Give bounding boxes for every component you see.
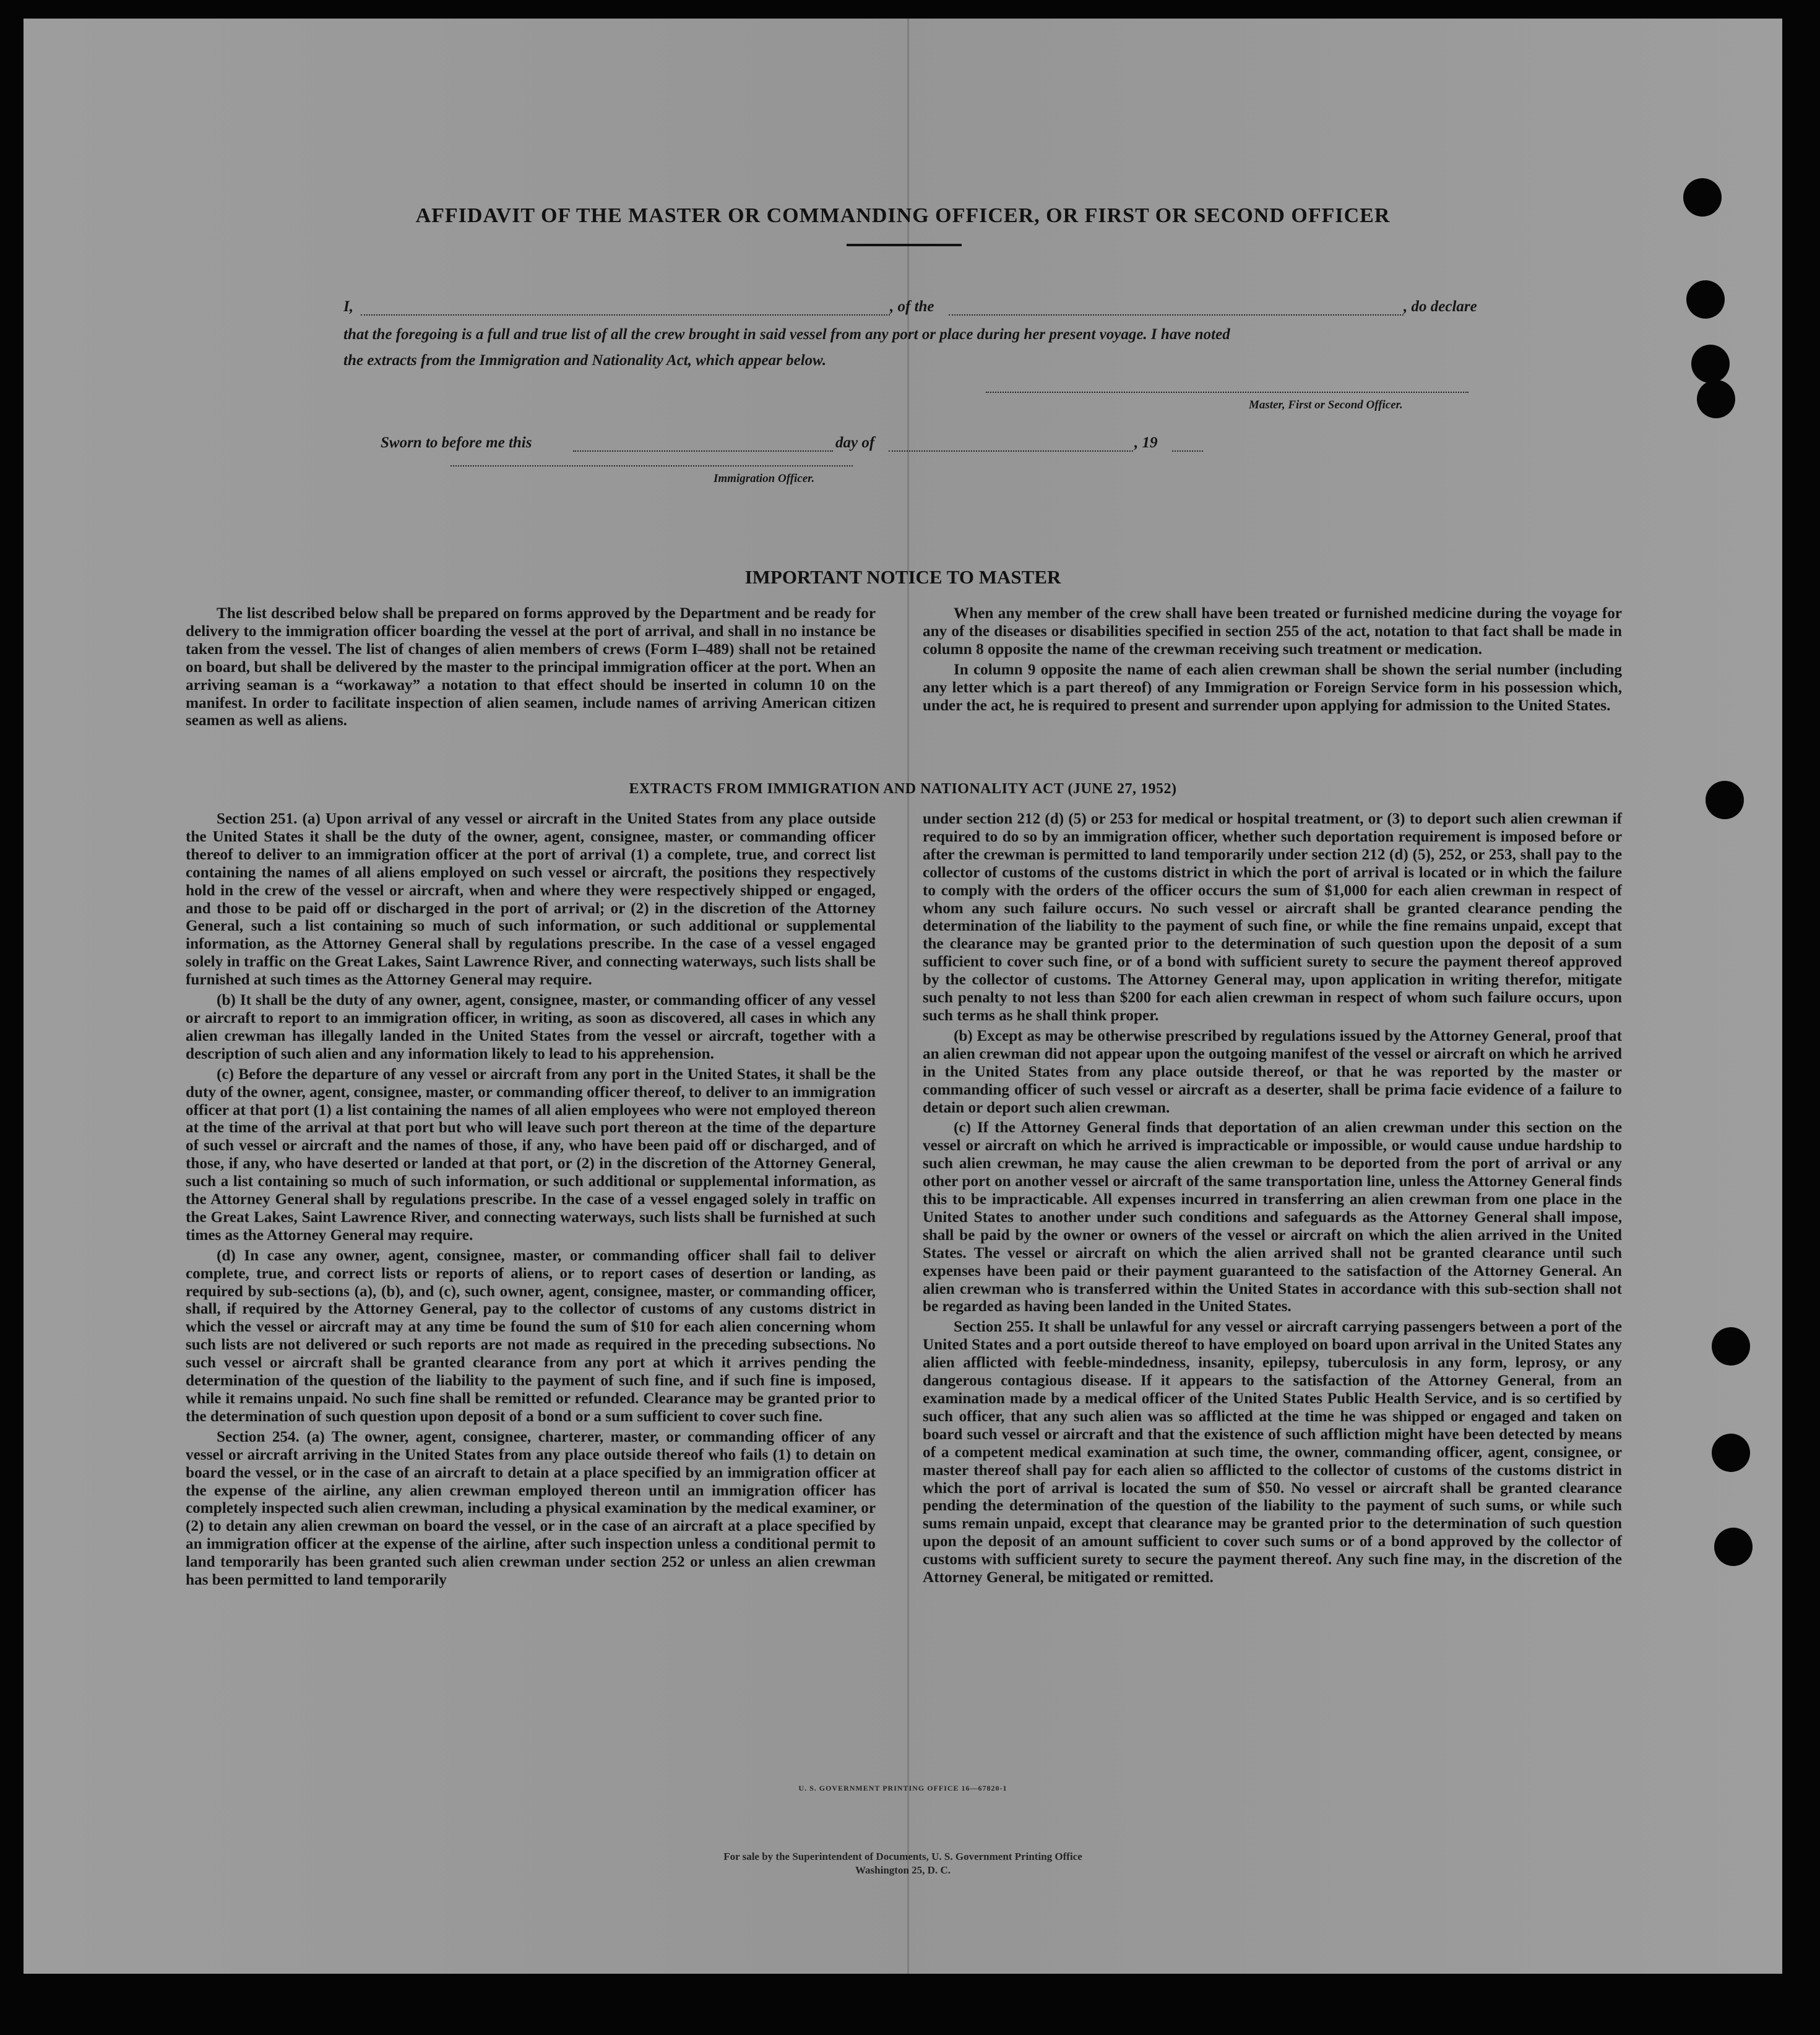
sale-line-2: Washington 25, D. C. xyxy=(855,1864,951,1876)
declaration-line-1: that the foregoing is a full and true list of all the crew brought in said vessel from any port or place during her present voyage. I have noted xyxy=(343,326,1230,343)
section-255: Section 255. It shall be unlawful for any vessel or aircraft carrying passengers between a port of the United States and a port outside thereof to have employed on board upon arrival in the United States any alien afflicted with feeble-mindedness, insanity, epilepsy, tuberculosis in any form, leprosy, or any dangerous contagious disease. If it appears to the satisfaction of the Attorney General, from an examination made by a medical officer of the United States Public Health Service, and is so certified by such officer, that any such alien was so afflicted at the time he was shipped or engaged and taken on board such vessel or aircraft and that the existence of such affliction might have been detected by means of a competent medical examination at such time, the owner, commanding officer, agent, consignee, or master thereof shall pay for each alien so afflicted to the collector of customs of the customs district in which the port of arrival is located the sum of $50. No vessel or aircraft shall be granted clearance pending the determination of the question of the liability to the payment of such sums, or while such sums remain unpaid, except that clearance may be granted prior to the determination of such question upon the deposit of an amount sufficient to cover such sums or of a bond approved by the collector of customs with sufficient surety to secure the payment thereof. Any such fine may, in the discretion of the Attorney General, be mitigated or remitted. xyxy=(923,1319,1622,1586)
master-signature-line[interactable] xyxy=(986,392,1469,393)
punch-hole xyxy=(1697,380,1735,418)
extracts-left-column xyxy=(186,811,876,1590)
master-signature-caption: Master, First or Second Officer. xyxy=(1249,398,1403,411)
document-page xyxy=(24,19,1782,1974)
punch-hole xyxy=(1683,178,1722,217)
sworn-label: Sworn to before me this xyxy=(381,434,532,451)
section-251c: (c) Before the departure of any vessel or aircraft from any port in the United States, it shall be the duty of the owner, agent, consignee, master, or commanding officer thereof, to deliver to an immigration officer at that port (1) a list containing the names of all alien employees who were not employed thereon at the time of the arrival at that port but who will leave such port thereon at the time of the departure of such vessel or aircraft and the names of those, if any, who have been paid off or discharged, and of those, if any, who have deserted or landed at that port, or (2) in the discretion of the Attorney General, such a list containing so much of such information, or such additional or supplemental information, as the Attorney General shall by regulations prescribe. In the case of a vessel engaged solely in traffic on the Great Lakes, Saint Lawrence River, and connecting waterways, such lists shall be furnished at such times as the Attorney General may require. xyxy=(186,1065,876,1244)
section-254b: (b) Except as may be otherwise prescribed by regulations issued by the Attorney General, proof that an alien crewman did not appear upon the outgoing manifest of the vessel or aircraft on which he arrived in the United States from any place outside thereof, or that he was reported by the master or commanding officer of such vessel or aircraft as a deserter, shall be prima facie evidence of a failure to detain or deport such alien crewman. xyxy=(923,1027,1622,1116)
notice-paragraph-serial: In column 9 opposite the name of each alien crewman shall be shown the serial number (including any letter which is a part thereof) of any Immigration or Foreign Service form in his possession which, under the act, he is required to present and surrender upon applying for admission to the United States. xyxy=(923,661,1622,714)
punch-hole xyxy=(1691,345,1730,383)
section-251a: Section 251. (a) Upon arrival of any vessel or aircraft in the United States from any place outside the United States it shall be the duty of the owner, agent, consignee, master, or commanding officer thereof to deliver to an immigration officer at the port of arrival (1) a complete, true, and correct list containing the names of all aliens employed on such vessel or aircraft, the positions they respectively hold in the crew of the vessel or aircraft, when and where they were respectively shipped or engaged, and those to be paid off or discharged in the port of arrival; or (2) in the discretion of the Attorney General, such a list containing so much of such information, or such additional or supplemental information, as the Attorney General shall by regulations prescribe. In the case of a vessel engaged solely in traffic on the Great Lakes, Saint Lawrence River, and connecting waterways, such lists shall be furnished at such times as the Attorney General may require. xyxy=(186,811,876,989)
notice-left-column xyxy=(186,605,876,730)
of-the-label: , of the xyxy=(890,298,934,315)
punch-hole xyxy=(1712,1327,1750,1366)
declaration-line-2: the extracts from the Immigration and Nationality Act, which appear below. xyxy=(343,352,827,369)
year-label: , 19 xyxy=(1134,434,1158,451)
officer-signature-line[interactable] xyxy=(451,465,853,467)
do-declare-label: , do declare xyxy=(1404,298,1477,315)
section-251b: (b) It shall be the duty of any owner, agent, consignee, master, or commanding officer of any vessel or aircraft to report to an immigration officer, in writing, as soon as discovered, all cases in which any alien crewman has illegally landed in the United States from the vessel or aircraft, together with a description of such alien and any information likely to lead to his apprehension. xyxy=(186,992,876,1062)
gpo-imprint: U. S. GOVERNMENT PRINTING OFFICE 16—67820-1 xyxy=(798,1784,1007,1792)
section-254a-continued: under section 212 (d) (5) or 253 for medical or hospital treatment, or (3) to deport such alien crewman if required to do so by an immigration officer, whether such deportation requirement is imposed before or after the crewman is permitted to land temporarily under section 212 (d) (5), 252, or 253, shall pay to the collector of customs of the customs district in which the port of arrival is located or in which the failure to comply with the orders of the officer occurs the sum of $1,000 for each alien crewman in respect of whom any such failure occurs. No such vessel or aircraft shall be granted clearance pending the determination of the liability to the payment of such fine, or while the fine remains unpaid, except that the clearance may be granted prior to the determination of such question upon the deposit of a sum sufficient to cover such fine, or of a bond with sufficient surety to secure the payment thereof approved by the collector of customs. The Attorney General may, upon application in writing therefor, mitigate such penalty to not less than $200 for each alien crewman in respect of whom such failure occurs, upon such terms as he shall think proper. xyxy=(923,811,1622,1024)
officer-signature-caption: Immigration Officer. xyxy=(714,472,815,485)
punch-hole xyxy=(1714,1528,1753,1566)
affidavit-title: AFFIDAVIT OF THE MASTER OR COMMANDING OFFICER, OR FIRST OR SECOND OFFICER xyxy=(415,204,1391,227)
section-254a: Section 254. (a) The owner, agent, consignee, charterer, master, or commanding officer of any vessel or aircraft arriving in the United States from any place outside thereof who fails (1) to detain on board the vessel, or in the case of an aircraft to detain at a place specified by an immigration officer at the expense of the airline, any alien crewman employed thereon until an immigration officer has completely inspected such alien crewman, including a physical examination by the medical examiner, or (2) to detain any alien crewman on board the vessel, or in the case of an aircraft at a place specified by an immigration officer at the expense of the airline, after such inspection unless a conditional permit to land temporarily has been granted such alien crewman under section 252 or unless an alien crewman has been permitted to land temporarily xyxy=(186,1428,876,1589)
title-rule xyxy=(847,244,962,246)
vessel-name-line[interactable] xyxy=(949,314,1404,316)
notice-right-column xyxy=(923,605,1622,715)
section-251d: (d) In case any owner, agent, consignee, master, or commanding officer shall fail to deliver complete, true, and correct lists or reports of aliens, or to report cases of desertion or landing, as required by sub-sections (a), (b), and (c), such owner, agent, consignee, master, or commanding officer, shall, if required by the Attorney General, pay to the collector of customs of any customs district in which the vessel or aircraft may at any time be found the sum of $10 for each alien concerning whom such lists are not delivered or such reports are not made as required in the preceding subsections. No such vessel or aircraft shall be granted clearance from any port at which it arrives pending the determination of the question of the liability to the payment of such fine, and if such fine is imposed, while it remains unpaid. No such fine shall be remitted or refunded. Clearance may be granted prior to the determination of such question upon deposit of a bond or a sum sufficient to cover such fine. xyxy=(186,1247,876,1425)
extracts-title: EXTRACTS FROM IMMIGRATION AND NATIONALITY ACT (JUNE 27, 1952) xyxy=(629,781,1177,797)
section-254c: (c) If the Attorney General finds that deportation of an alien crewman under this section on the vessel or aircraft on which he arrived is impracticable or impossible, or would cause undue hardship to such alien crewman, he may cause the alien crewman to be deported from the port of arrival or any other port on another vessel or aircraft of the same transportation line, unless the Attorney General finds this to be impracticable. All expenses incurred in transferring an alien crewman from one place in the United States to another under such conditions and safeguards as the Attorney General shall impose, shall be paid by the owner or owners of the vessel or aircraft on which the alien arrived in the United States. The vessel or aircraft on which the alien arrived shall not be granted clearance until such expenses have been paid or their payment guaranteed to the satisfaction of the Attorney General. An alien crewman who is transferred within the United States in accordance with this sub-section shall not be regarded as having been landed in the United States. xyxy=(923,1119,1622,1315)
extracts-right-column xyxy=(923,811,1622,1587)
sale-notice xyxy=(24,1850,1782,1877)
declarant-name-line[interactable] xyxy=(361,314,890,316)
punch-hole xyxy=(1706,781,1744,819)
sworn-day-line[interactable] xyxy=(573,450,833,452)
i-label: I, xyxy=(343,298,353,315)
day-of-label: day of xyxy=(835,434,875,451)
sworn-year-line[interactable] xyxy=(1172,450,1203,452)
notice-title: IMPORTANT NOTICE TO MASTER xyxy=(744,566,1061,588)
sworn-month-line[interactable] xyxy=(889,450,1133,452)
notice-paragraph: The list described below shall be prepared on forms approved by the Department and be ready for delivery to the immigration officer boarding the vessel at the port of arrival, and shall in no instance be taken from the vessel. The list of changes of alien members of crews (Form I–489) shall not be retained on board, but shall be delivered by the master to the principal immigration officer at the port. When an arriving seaman is a “workaway” a notation to that effect should be inserted in column 10 on the manifest. In order to facilitate inspection of alien seamen, include names of arriving American citizen seamen as well as aliens. xyxy=(186,605,876,729)
sale-line-1: For sale by the Superintendent of Documents, U. S. Government Printing Office xyxy=(723,1851,1082,1862)
notice-paragraph-medicine: When any member of the crew shall have been treated or furnished medicine during the voyage for any of the diseases or disabilities specified in section 255 of the act, notation to that fact shall be made in column 8 opposite the name of the crewman receiving such treatment or medication. xyxy=(923,605,1622,658)
punch-hole xyxy=(1686,280,1725,319)
punch-hole xyxy=(1712,1434,1750,1472)
